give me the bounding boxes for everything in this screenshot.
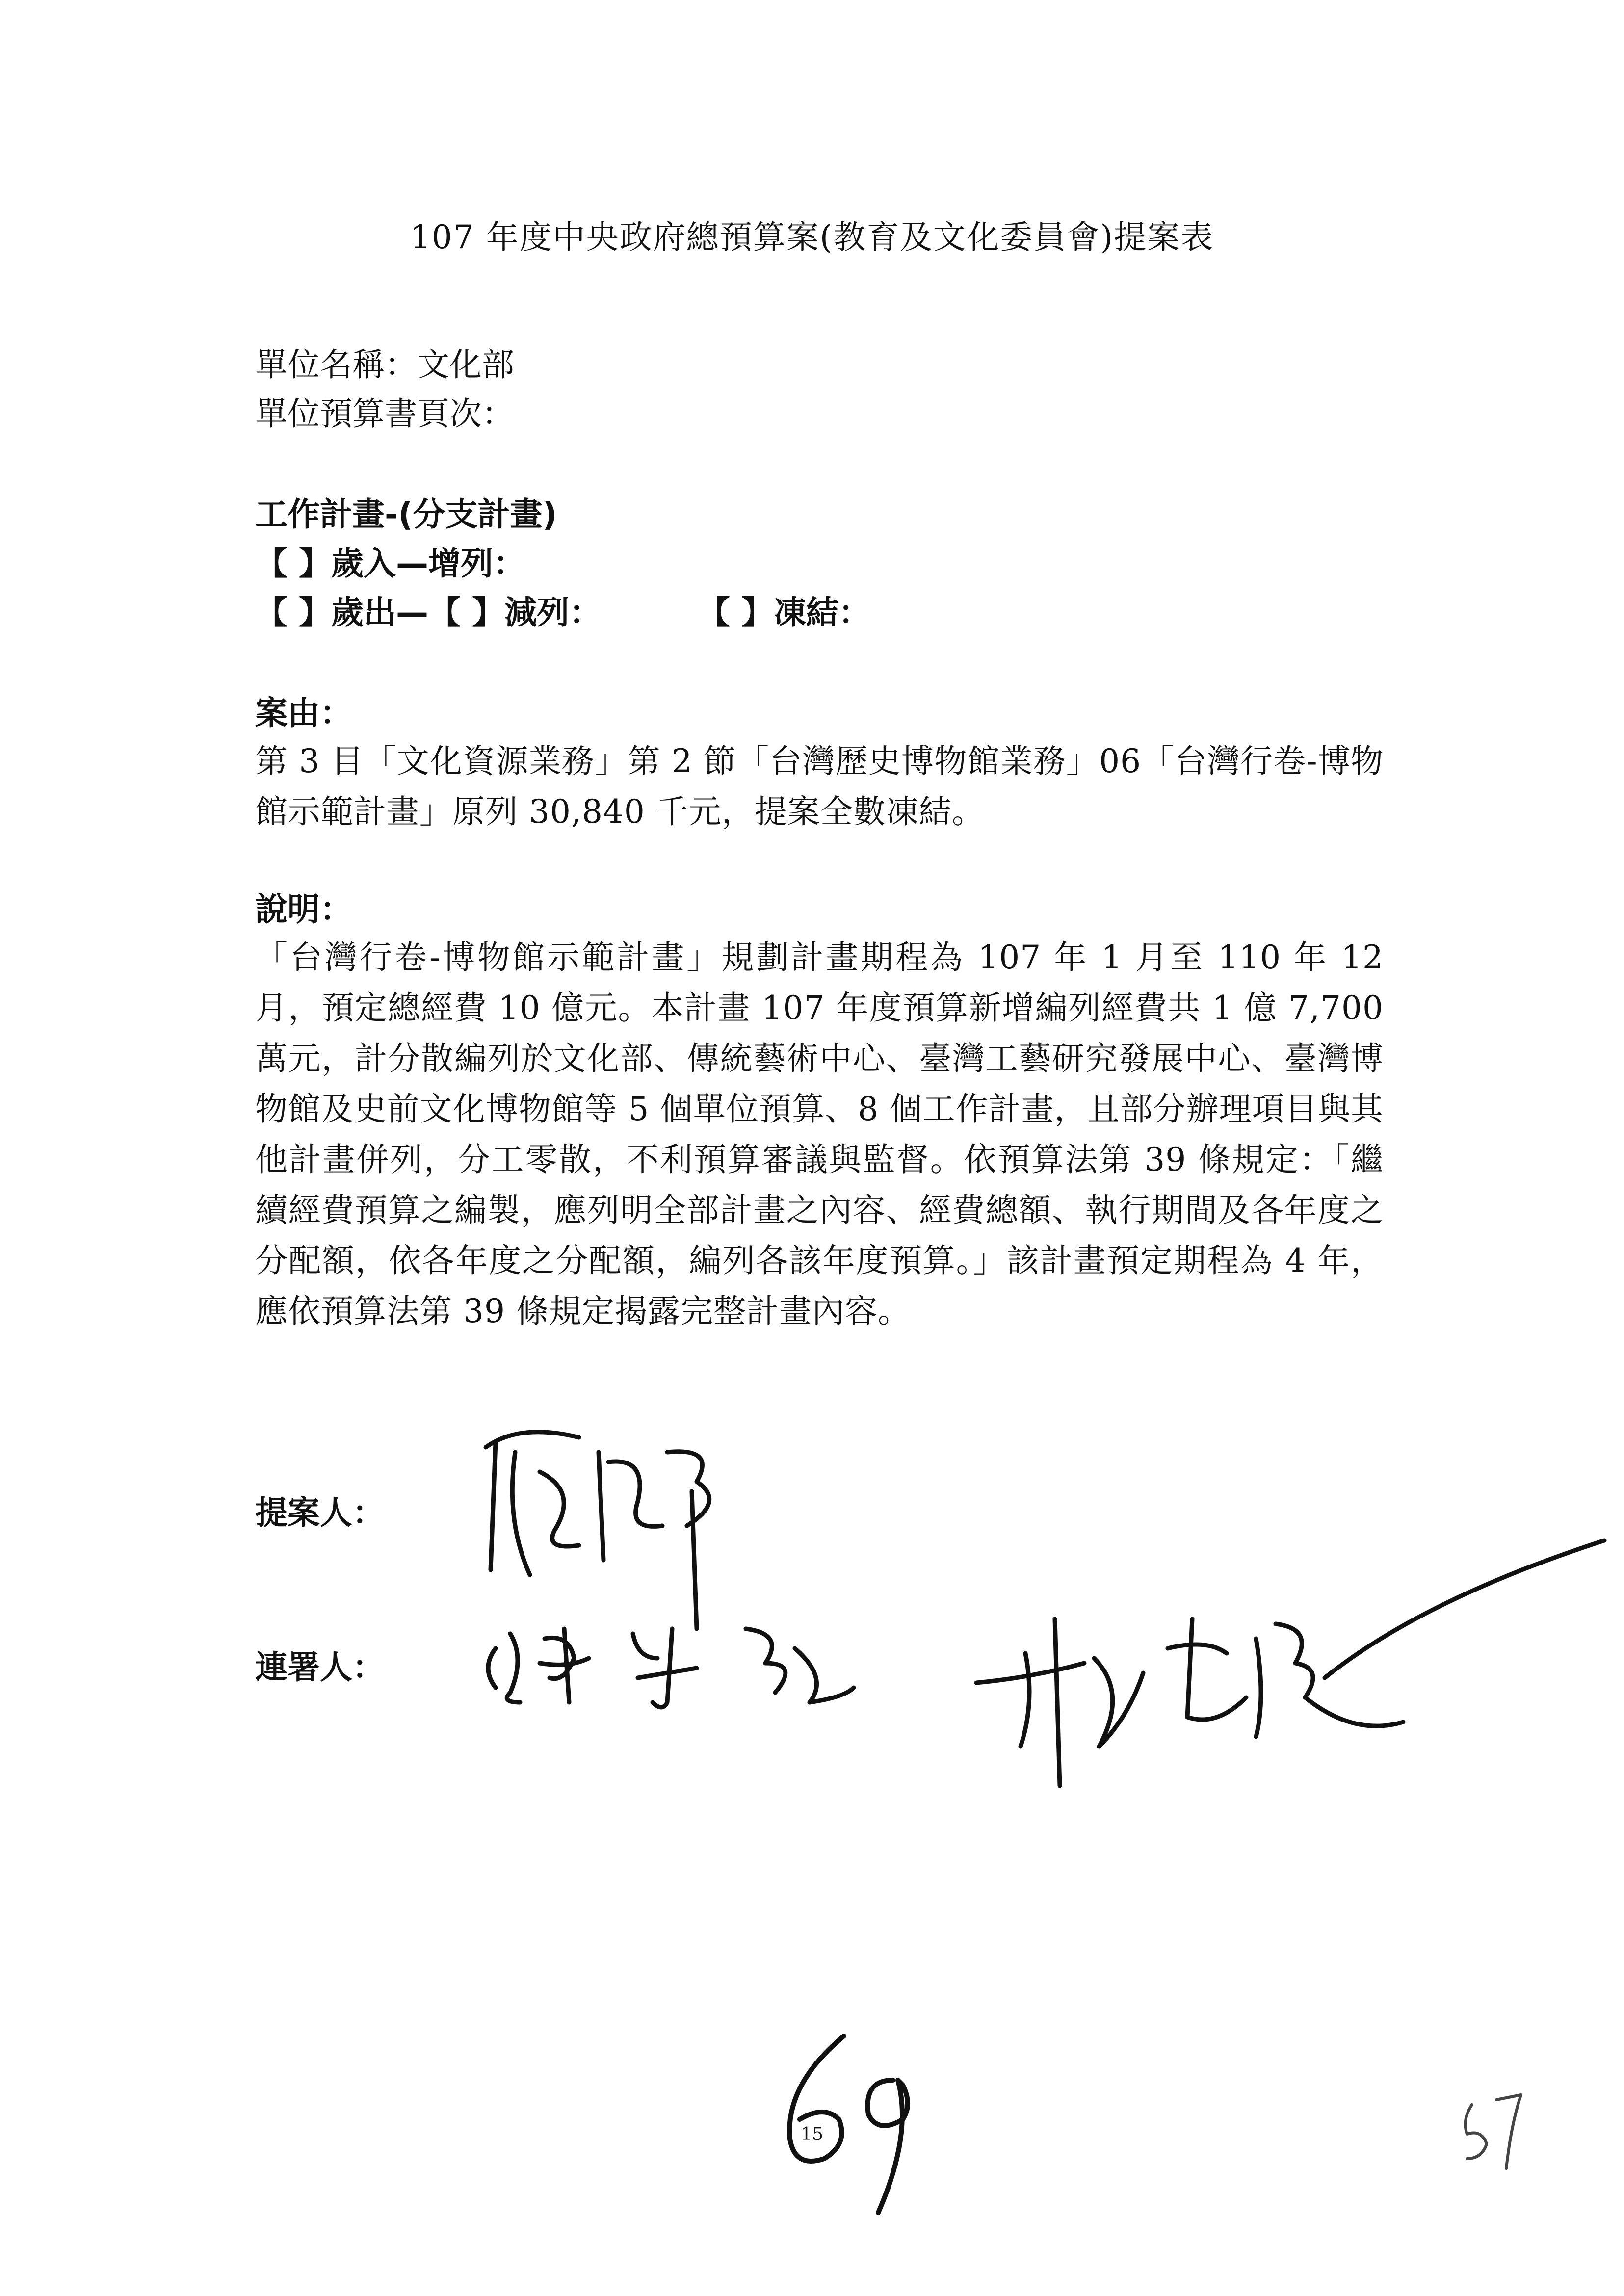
cosigner-signature-2 [976,1540,1604,1786]
handwritten-corner-number [1466,2095,1521,2168]
explanation-text: 「台灣行卷-博物館示範計畫」規劃計畫期程為 107 年 1 月至 110 年 12 月，預定總經費 10 億元。本計畫 107 年度預算新增編列經費共 1 億 7,700 萬元，計分散編列於文化部、傳統藝術中心、臺灣工藝研究發展中心、臺灣博物館及史前文化博物館等 5 個單位預算、8 個工作計畫，且部分辦理項目與其他計畫併列，分工零散，不利預算審議與監督。依預算法第 39 條規定：「繼續經費預算之編製，應列明全部計畫之內容、經費總額、執行期間及各年度之分配額，依各年度之分配額，編列各該年度預算。」該計畫預定期程為 4 年，應依預算法第 39 條規定揭露完整計畫內容。 [255,939,1384,1330]
document-title: 107 年度中央政府總預算案(教育及文化委員會)提案表 [410,218,1214,256]
proposer-label: 提案人： [255,1494,385,1532]
revenue-line: 【 】歲入—增列： [255,545,525,582]
cosigner-signature-1 [488,1629,854,1707]
reason-text: 第 3 目「文化資源業務」第 2 節「台灣歷史博物館業務」06「台灣行卷-博物館示範計畫」原列 30,840 千元，提案全數凍結。 [255,742,1384,831]
unit-budget-page: 單位預算書頁次： [255,395,514,433]
work-plan: 工作計畫-(分支計畫) [255,496,557,533]
explanation-heading: 說明： [255,890,352,928]
cosigner-label: 連署人： [255,1648,385,1686]
expenditure-freeze: 【 】凍結： [697,594,871,631]
expenditure-reduce: 【 】歲出—【 】減列： [255,594,602,631]
unit-name: 單位名稱：文化部 [255,346,514,384]
page-number: 15 [801,2124,823,2144]
reason-heading: 案由： [255,694,352,732]
proposer-signature [486,1432,709,1629]
